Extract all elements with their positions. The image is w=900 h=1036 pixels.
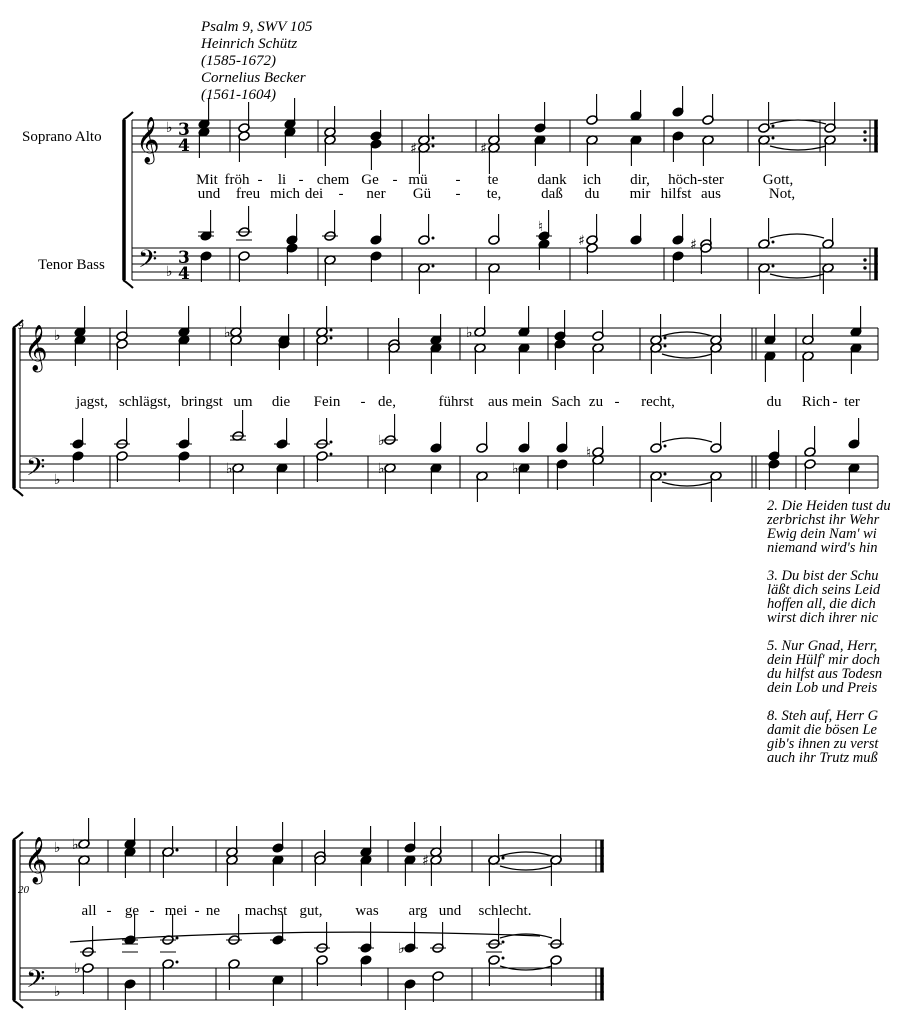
- lyric-syllable: und: [438, 903, 462, 919]
- bracket-hook: [123, 112, 133, 120]
- verse-3: [767, 569, 900, 625]
- lyric-hyphen: -: [106, 903, 112, 919]
- lyric-syllable: höch-ster: [668, 172, 724, 188]
- accidental: ♭: [466, 325, 473, 341]
- bracket-hook: [13, 488, 23, 496]
- lyric-hyphen: -: [614, 394, 620, 410]
- bracket-hook: [13, 320, 23, 328]
- verse-line: zerbrichst ihr Wehr: [767, 512, 880, 528]
- lyric-syllable: jagst,: [75, 394, 109, 410]
- verse-line: 3. Du bist der Schu: [767, 568, 879, 584]
- bass-clef-icon: 𝄢: [138, 245, 158, 280]
- lyric-hyphen: -: [832, 394, 838, 410]
- lyric-syllable: daß: [541, 186, 563, 202]
- augmentation-dot: [502, 957, 505, 960]
- lyric-hyphen: -: [149, 903, 155, 919]
- treble-clef-icon: 𝄞: [24, 325, 48, 371]
- verse-8: [767, 709, 900, 765]
- augmentation-dot: [772, 241, 775, 244]
- augmentation-dot: [330, 441, 333, 444]
- key-signature-flat: ♭: [166, 120, 173, 136]
- augmentation-dot: [664, 345, 667, 348]
- lyric-syllable: Fein: [313, 394, 341, 410]
- bass-clef-icon: 𝄢: [26, 453, 46, 488]
- tie: [662, 482, 712, 486]
- composer-dates: (1585-1672): [201, 53, 276, 69]
- tie: [662, 438, 712, 442]
- lyric-syllable: dei: [304, 186, 324, 202]
- lyric-syllable: freu: [235, 186, 261, 202]
- augmentation-dot: [772, 125, 775, 128]
- lyric-syllable: te: [487, 172, 499, 188]
- accidental: ♮: [538, 219, 544, 235]
- augmentation-dot: [432, 265, 435, 268]
- composer-name: Heinrich Schütz: [201, 36, 298, 52]
- verse-line: dein Hülf' mir doch: [767, 652, 881, 668]
- verse-line: 2. Die Heiden tust du: [767, 499, 891, 514]
- tie: [770, 274, 824, 278]
- accidental: ♯: [410, 141, 417, 157]
- accidental: ♯: [480, 141, 487, 157]
- lyric-syllable: Gott,: [762, 172, 794, 188]
- piece-title: Psalm 9, SWV 105: [201, 19, 313, 35]
- lyric-syllable: schlecht.: [478, 903, 532, 919]
- lyric-syllable: dir,: [630, 172, 650, 188]
- lyric-syllable: ter: [844, 394, 860, 410]
- accidental: ♭: [224, 325, 231, 341]
- time-signature: 4: [178, 136, 190, 156]
- lyric-syllable: Rich: [801, 394, 831, 410]
- lyric-syllable: führst: [438, 394, 474, 410]
- augmentation-dot: [502, 941, 505, 944]
- time-signature: 4: [178, 264, 190, 284]
- key-signature-flat: ♭: [54, 840, 61, 856]
- lyric-hyphen: -: [360, 394, 366, 410]
- verse-line: auch ihr Trutz muß: [767, 750, 878, 766]
- time-signature: 3: [178, 120, 190, 140]
- repeat-dot: [863, 258, 866, 261]
- lyric-hyphen: -: [455, 186, 461, 202]
- augmentation-dot: [664, 473, 667, 476]
- repeat-dot: [863, 266, 866, 269]
- augmentation-dot: [432, 145, 435, 148]
- tie: [500, 866, 552, 870]
- lyric-syllable: machst: [244, 903, 288, 919]
- lyric-syllable: um: [233, 394, 253, 410]
- lyric-syllable: hilfst: [660, 186, 692, 202]
- augmentation-dot: [330, 329, 333, 332]
- verse-line: 8. Steh auf, Herr G: [767, 708, 879, 724]
- verse-line: läßt dich seins Leid: [767, 582, 881, 598]
- lyric-syllable: du: [584, 186, 600, 202]
- part-label-soprano-alto: Soprano Alto: [22, 129, 102, 145]
- lyric-syllable: ge: [124, 903, 140, 919]
- lyric-syllable: was: [355, 903, 379, 919]
- tie: [500, 852, 552, 856]
- augmentation-dot: [176, 937, 179, 940]
- lyric-syllable: mir: [629, 186, 651, 202]
- verse-line: hoffen all, die dich: [767, 596, 876, 612]
- lyric-syllable: li: [277, 172, 287, 188]
- lyric-syllable: Not,: [768, 186, 796, 202]
- lyric-syllable: de,: [378, 394, 396, 410]
- tie: [770, 234, 824, 238]
- lyric-syllable: recht,: [641, 394, 675, 410]
- key-signature-flat: ♭: [54, 472, 61, 488]
- lyric-syllable: und: [197, 186, 221, 202]
- verse-line: Ewig dein Nam' wi: [767, 526, 877, 542]
- lyric-syllable: chem: [316, 172, 350, 188]
- verse-line: niemand wird's hin: [767, 540, 878, 556]
- time-signature: 3: [178, 248, 190, 268]
- lyric-syllable: aus: [488, 394, 508, 410]
- verse-line: damit die bösen Le: [767, 722, 877, 738]
- bass-clef-icon: 𝄢: [26, 965, 46, 1000]
- lyric-syllable: dank: [537, 172, 567, 188]
- augmentation-dot: [502, 857, 505, 860]
- verse-2: [767, 499, 900, 555]
- lyric-syllable: fröh: [224, 172, 250, 188]
- repeat-dot: [863, 130, 866, 133]
- tie: [662, 332, 712, 336]
- accidental: ♭: [398, 941, 405, 957]
- key-signature-flat: ♭: [166, 264, 173, 280]
- tie: [770, 120, 826, 124]
- lyric-syllable: Sach: [551, 394, 581, 410]
- key-signature-flat: ♭: [54, 984, 61, 1000]
- part-label-tenor-bass: Tenor Bass: [38, 257, 105, 273]
- augmentation-dot: [176, 849, 179, 852]
- lyric-syllable: Mit: [196, 172, 218, 188]
- tie: [662, 354, 712, 358]
- treble-clef-icon: 𝄞: [24, 837, 48, 883]
- lyric-hyphen: -: [392, 172, 398, 188]
- accidental: ♭: [378, 461, 385, 477]
- accidental: ♯: [690, 237, 697, 253]
- augmentation-dot: [772, 137, 775, 140]
- augmentation-dot: [664, 337, 667, 340]
- accidental: ♭: [74, 961, 81, 977]
- lyric-hyphen: -: [338, 186, 344, 202]
- augmentation-dot: [330, 453, 333, 456]
- accidental: ♭: [512, 461, 519, 477]
- augmentation-dot: [176, 961, 179, 964]
- lyric-syllable: schlägst,: [118, 394, 172, 410]
- augmentation-dot: [772, 265, 775, 268]
- bracket-hook: [13, 832, 23, 840]
- lyric-syllable: all: [81, 903, 97, 919]
- lyric-syllable: die: [271, 394, 291, 410]
- lyric-hyphen: -: [257, 172, 263, 188]
- bracket-hook: [123, 280, 133, 288]
- lyric-syllable: ne: [205, 903, 221, 919]
- lyric-hyphen: -: [298, 172, 304, 188]
- lyric-syllable: Ge: [361, 172, 379, 188]
- lyric-syllable: bringst: [181, 394, 223, 410]
- accidental: ♯: [422, 853, 429, 869]
- lyric-syllable: te,: [486, 186, 502, 202]
- tie: [770, 146, 826, 150]
- lyric-syllable: du: [766, 394, 782, 410]
- lyric-syllable: zu: [588, 394, 604, 410]
- lyric-syllable: mein: [512, 394, 542, 410]
- verse-line: du hilfst aus Todesn: [767, 666, 883, 682]
- key-signature-flat: ♭: [54, 328, 61, 344]
- lyric-syllable: mei: [164, 903, 188, 919]
- lyric-syllable: mü: [408, 172, 428, 188]
- lyric-syllable: mich: [270, 186, 300, 202]
- augmentation-dot: [330, 337, 333, 340]
- lyric-hyphen: -: [455, 172, 461, 188]
- slur: [70, 932, 540, 942]
- measure-number-9: 9: [18, 320, 24, 332]
- verse-line: wirst dich ihrer nic: [767, 610, 879, 626]
- verse-line: 5. Nur Gnad, Herr,: [767, 638, 878, 654]
- additional-verses: [767, 499, 900, 779]
- accidental: ♭: [72, 837, 79, 853]
- lyric-syllable: ner: [366, 186, 386, 202]
- lyric-syllable: gut,: [299, 903, 323, 919]
- lyric-syllable: ich: [582, 172, 602, 188]
- treble-clef-icon: 𝄞: [136, 117, 160, 163]
- lyric-syllable: aus: [701, 186, 721, 202]
- accidental: ♮: [586, 445, 592, 461]
- bracket-hook: [13, 1000, 23, 1008]
- augmentation-dot: [432, 137, 435, 140]
- repeat-dot: [863, 138, 866, 141]
- augmentation-dot: [664, 445, 667, 448]
- accidental: ♭: [378, 433, 385, 449]
- poet-name: Cornelius Becker: [201, 70, 306, 86]
- accidental: ♭: [226, 461, 233, 477]
- measure-number-20: 20: [18, 884, 29, 896]
- verse-5: [767, 639, 900, 695]
- verse-line: gib's ihnen zu verst: [767, 736, 879, 752]
- lyric-syllable: arg: [408, 903, 428, 919]
- verse-line: dein Lob und Preis: [767, 680, 878, 696]
- augmentation-dot: [432, 237, 435, 240]
- accidental: ♯: [578, 233, 585, 249]
- lyric-hyphen: -: [194, 903, 200, 919]
- poet-dates: (1561-1604): [201, 87, 276, 103]
- lyric-syllable: Gü: [412, 186, 432, 202]
